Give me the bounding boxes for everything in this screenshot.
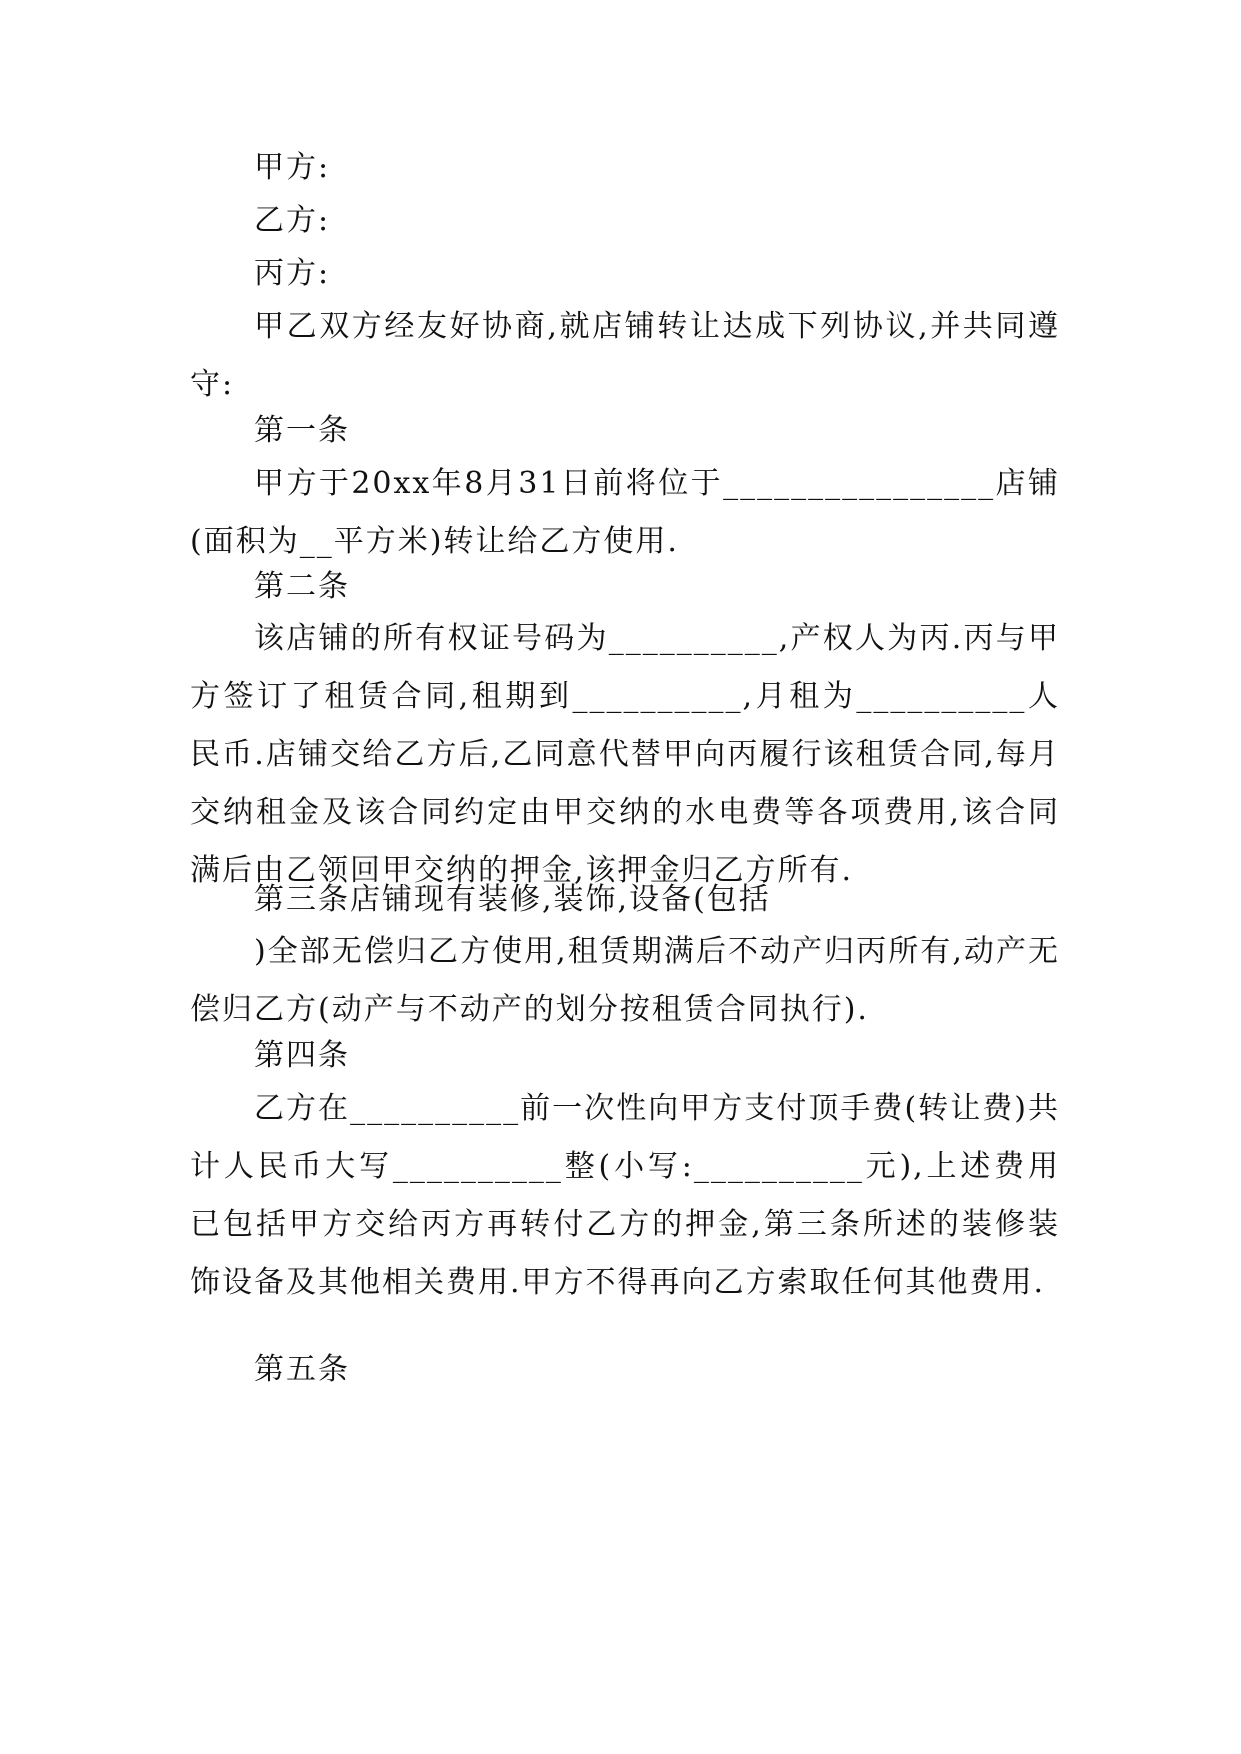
article-4-title: 第四条 [254,1038,350,1073]
article-1-text: 甲方于20xx年8月31日前将位于________________店铺(面积为__平方米)转让给乙方使用. [190,466,1060,559]
article-4-text: 乙方在__________前一次性向甲方支付顶手费(转让费)共计人民币大写__________整(小写:__________元),上述费用已包括甲方交给丙方再转付乙方的押金,第三条所述的装修装饰设备及其他相关费用.甲方不得再向乙方索取任何其他费用. [190,1091,1060,1300]
intro-paragraph: 甲乙双方经友好协商,就店铺转让达成下列协议,并共同遵守: [190,309,1060,402]
article-2-title: 第二条 [254,569,350,604]
article-3-title-line: 第三条店铺现有装修,装饰,设备(包括 [254,882,771,917]
article-2-text: 该店铺的所有权证号码为__________,产权人为丙.丙与甲方签订了租赁合同,租期到__________,月租为__________人民币.店铺交给乙方后,乙同意代替甲向丙履行该租赁合同,每月交纳租金及该合同约定由甲交纳的水电费等各项费用,该合同满后由乙领回甲交纳的押金,该押金归乙方所有. [190,621,1060,888]
party-b-line: 乙方: [254,203,331,238]
article-3-text: )全部无偿归乙方使用,租赁期满后不动产归丙所有,动产无偿归乙方(动产与不动产的划分按租赁合同执行). [190,934,1060,1027]
party-a-line: 甲方: [254,150,331,185]
article-5-title: 第五条 [254,1352,350,1387]
party-c-line: 丙方: [254,256,331,291]
article-1-title: 第一条 [254,413,350,448]
